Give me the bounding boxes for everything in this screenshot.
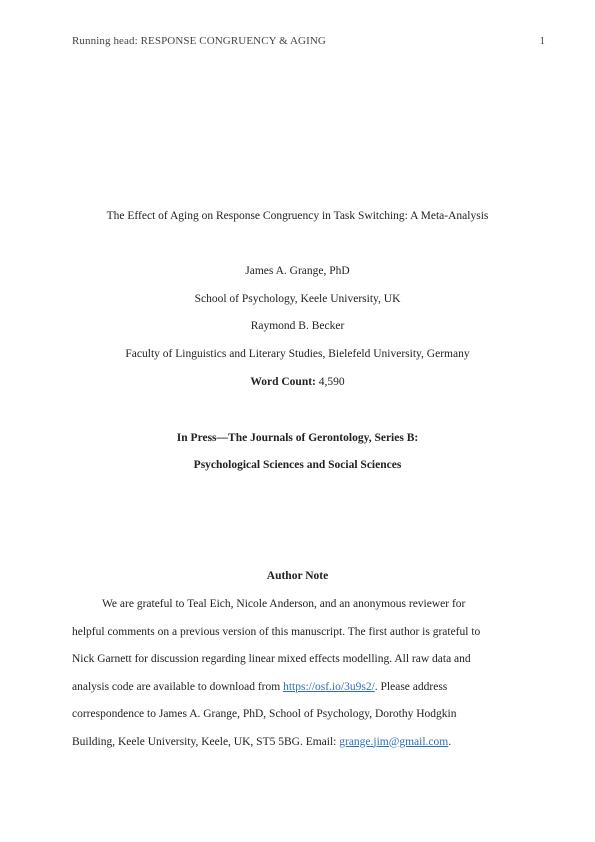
publication-status-line-2: Psychological Sciences and Social Sciences bbox=[193, 459, 402, 471]
paper-title: The Effect of Aging on Response Congruency in Task Switching: A Meta-Analysis bbox=[106, 210, 489, 222]
author-note-line: Nick Garnett for discussion regarding linear mixed effects modelling. All raw data and bbox=[72, 653, 471, 665]
author-note-body bbox=[72, 597, 522, 762]
author-note-heading: Author Note bbox=[266, 570, 329, 582]
author-note-line bbox=[72, 735, 522, 763]
word-count-value: 4,590 bbox=[315, 376, 345, 388]
page-number: 1 bbox=[539, 35, 545, 47]
author-note-text: analysis code are available to download from bbox=[72, 680, 284, 693]
running-head: Running head: RESPONSE CONGRUENCY & AGING bbox=[72, 35, 326, 47]
email-link[interactable]: grange.jim@gmail.com bbox=[339, 735, 449, 748]
word-count-label: Word Count: bbox=[250, 376, 316, 388]
word-count bbox=[0, 376, 595, 388]
author-note-line: We are grateful to Teal Eich, Nicole Anderson, and an anonymous reviewer for bbox=[102, 598, 466, 610]
author-name-1: James A. Grange, PhD bbox=[245, 265, 350, 277]
author-note-text: Building, Keele University, Keele, UK, ST5 5BG. Email: bbox=[72, 735, 340, 748]
author-name-2: Raymond B. Becker bbox=[250, 320, 345, 332]
author-note-text: . bbox=[448, 735, 452, 748]
author-note-line: correspondence to James A. Grange, PhD, School of Psychology, Dorothy Hodgkin bbox=[72, 708, 457, 720]
data-repository-link[interactable]: https://osf.io/3u9s2/ bbox=[283, 680, 375, 693]
author-note-line bbox=[72, 680, 522, 708]
author-note-text: . Please address bbox=[374, 680, 448, 693]
publication-status-line-1: In Press—The Journals of Gerontology, Series B: bbox=[176, 432, 419, 444]
author-note-line: helpful comments on a previous version of this manuscript. The first author is grateful to bbox=[72, 625, 481, 638]
author-affiliation-1: School of Psychology, Keele University, UK bbox=[194, 293, 401, 305]
author-affiliation-2: Faculty of Linguistics and Literary Studies, Bielefeld University, Germany bbox=[125, 348, 470, 360]
